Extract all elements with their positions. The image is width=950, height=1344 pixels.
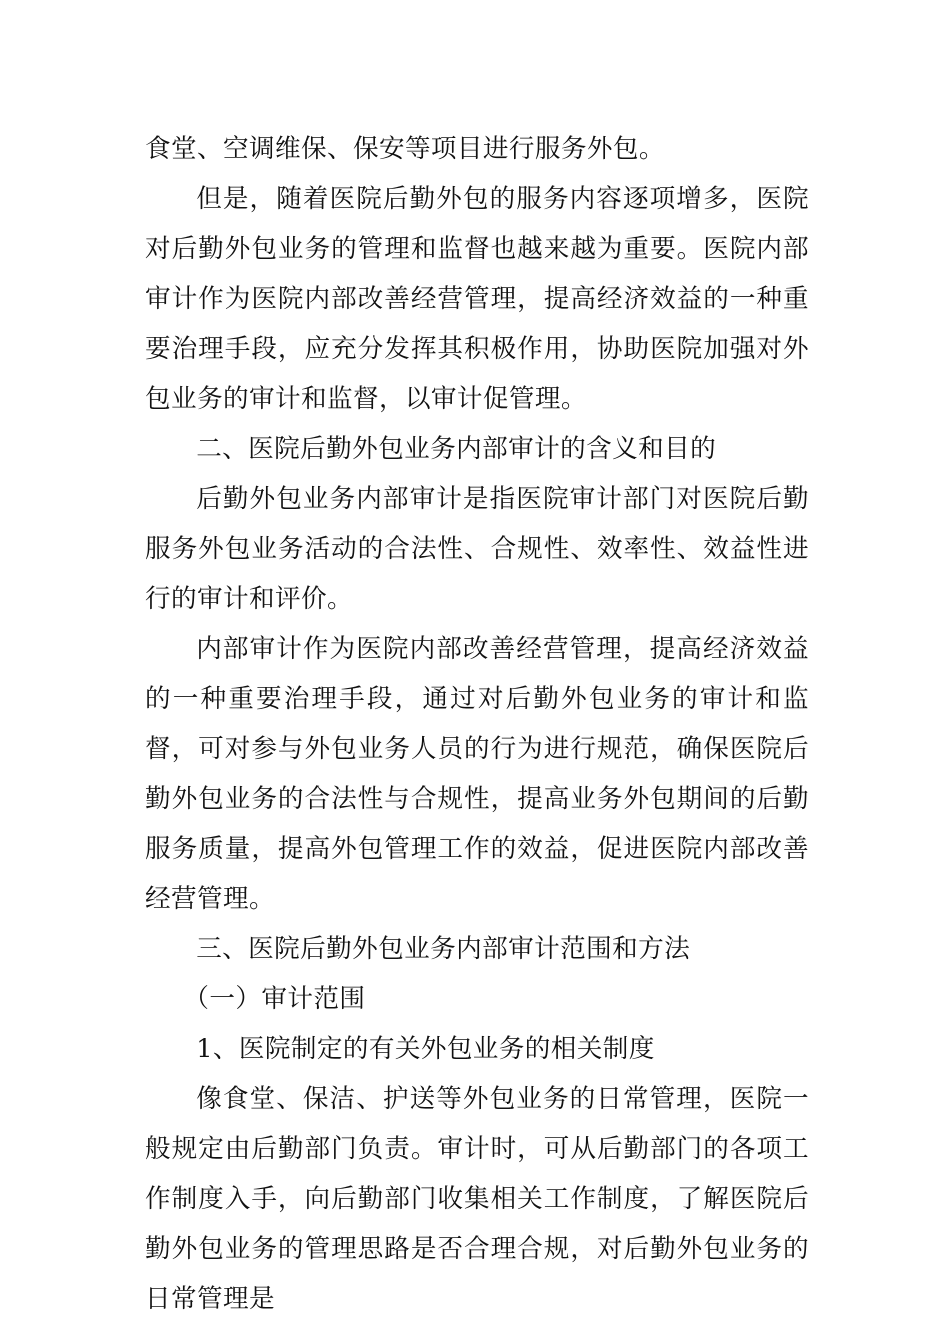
paragraph-body: 但是，随着医院后勤外包的服务内容逐项增多，医院对后勤外包业务的管理和监督也越来越为重要。医院内部审计作为医院内部改善经营管理，提高经济效益的一种重要治理手段，应充分发挥其积极作用，协助医院加强对外包业务的审计和监督，以审计促管理。 <box>145 184 809 414</box>
subsection-heading: （一）审计范围 <box>183 984 366 1014</box>
section-heading-3: 三、医院后勤外包业务内部审计范围和方法 <box>196 934 691 964</box>
paragraph-body: 内部审计作为医院内部改善经营管理，提高经济效益的一种重要治理手段，通过对后勤外包业务的审计和监督，可对参与外包业务人员的行为进行规范，确保医院后勤外包业务的合法性与合规性，提高业务外包期间的后勤服务质量，提高外包管理工作的效益，促进医院内部改善经营管理。 <box>145 634 809 914</box>
paragraph-continuation: 食堂、空调维保、保安等项目进行服务外包。 <box>145 134 665 164</box>
item-heading: 1、医院制定的有关外包业务的相关制度 <box>196 1034 655 1064</box>
paragraph-body: 后勤外包业务内部审计是指医院审计部门对医院后勤服务外包业务活动的合法性、合规性、效率性、效益性进行的审计和评价。 <box>145 484 809 614</box>
section-heading-2: 二、医院后勤外包业务内部审计的含义和目的 <box>196 434 717 464</box>
paragraph-body: 像食堂、保洁、护送等外包业务的日常管理，医院一般规定由后勤部门负责。审计时，可从后勤部门的各项工作制度入手，向后勤部门收集相关工作制度，了解医院后勤外包业务的管理思路是否合理合规，对后勤外包业务的日常管理是 <box>145 1084 809 1314</box>
document-page <box>145 124 809 1324</box>
